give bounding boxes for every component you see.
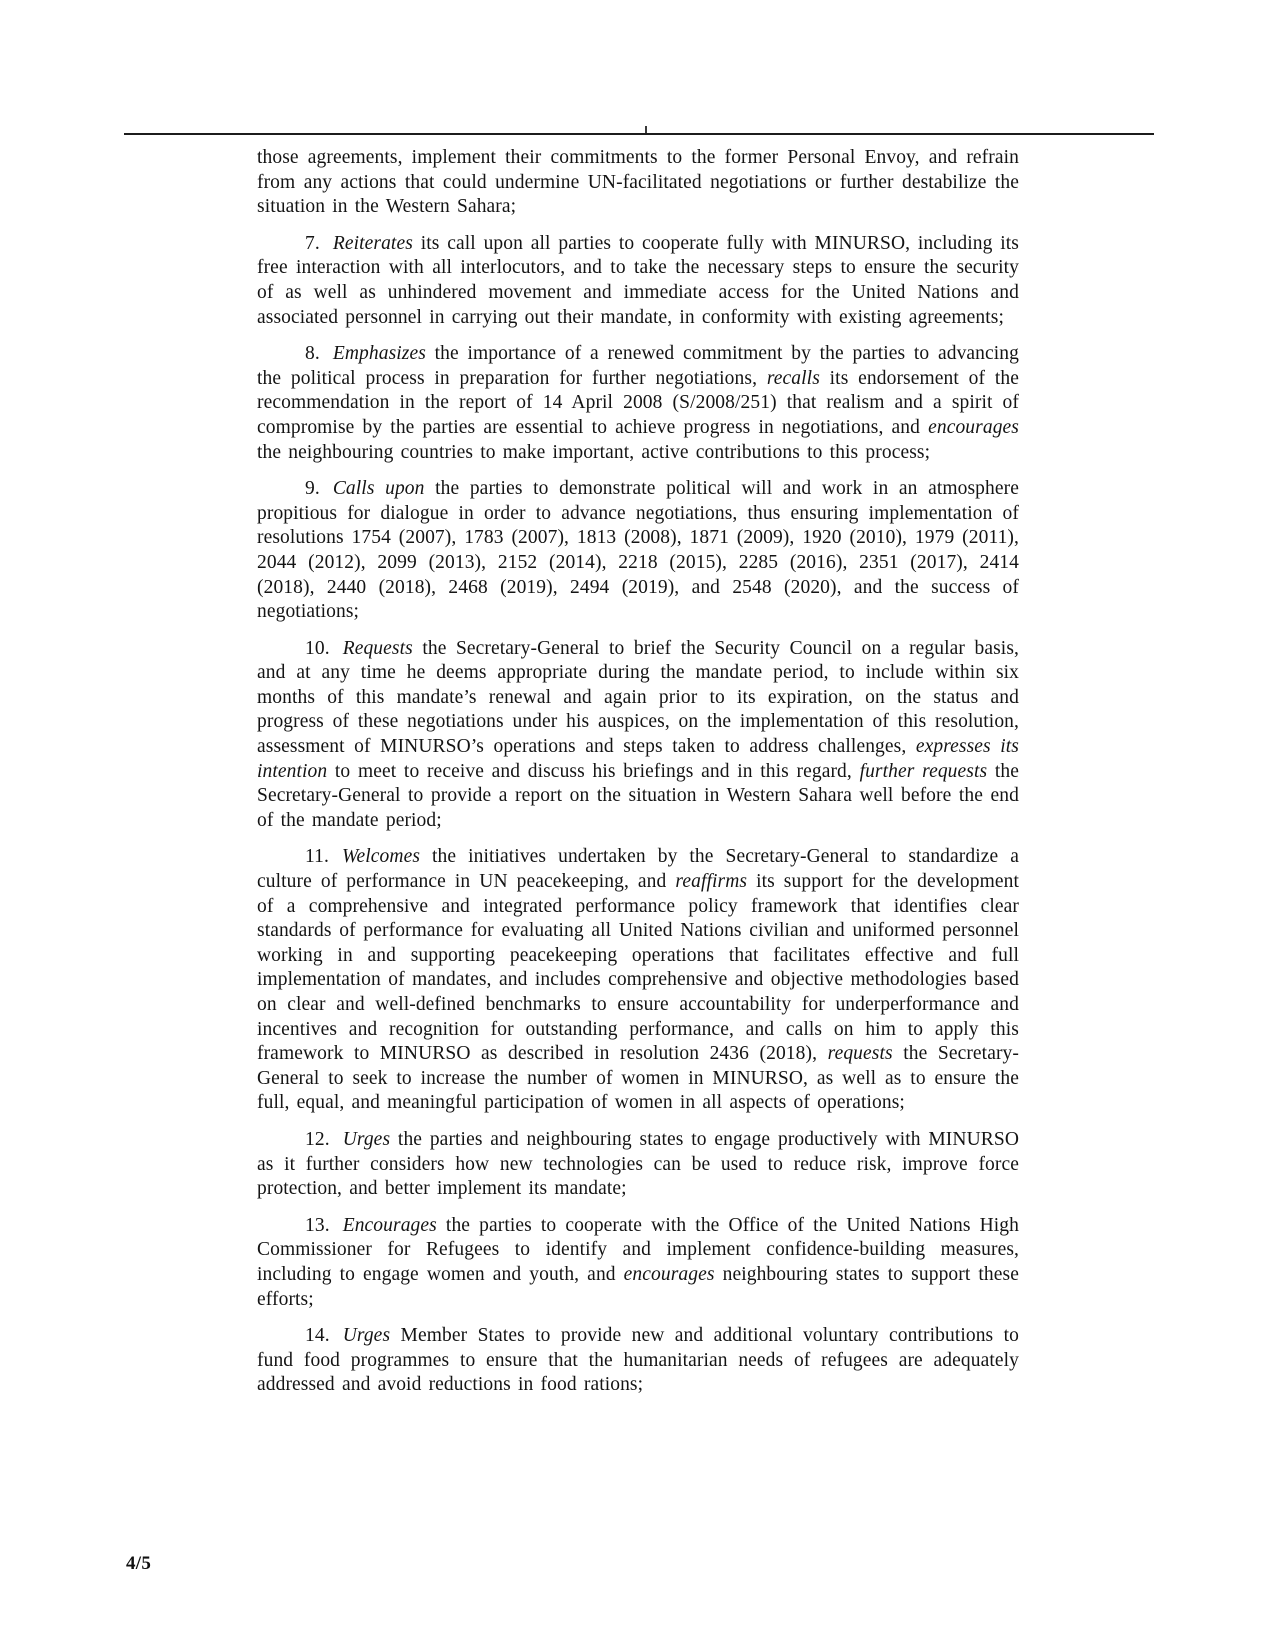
text-run: its call upon all parties to cooperate fully with MINURSO, including its free interaction with all interlocutors, and to take the necessary steps to ensure the security of as well as unhindered movement and immediate access for the United Nations and associated personnel in carrying out their mandate, in conformity with existing agreements; xyxy=(257,232,1019,328)
header-rule xyxy=(124,133,1154,135)
paragraph-number: 7. xyxy=(305,232,320,254)
paragraph-number: 10. xyxy=(305,637,330,659)
resolution-paragraph xyxy=(257,342,1019,465)
text-run: its endorsement of the recommendation in the report of 14 April 2008 (S/2008/251) that realism and a spirit of compromise by the parties are essential to achieve progress in negotiations, and xyxy=(257,367,1019,438)
text-run: Member States to provide new and additional voluntary contributions to fund food programmes to ensure that the humanitarian needs of refugees are adequately addressed and avoid reductions in food rations; xyxy=(257,1325,1019,1396)
italic-run: Urges xyxy=(342,1128,391,1150)
text-run: to meet to receive and discuss his briefings and in this regard, xyxy=(327,760,860,782)
resolution-paragraph xyxy=(257,1214,1019,1312)
text-run: the Secretary-General to brief the Security Council on a regular basis, and at any time he deems appropriate during the mandate period, to include within six months of this mandate’s renewal and again prior to its expiration, on the status and progress of these negotiations under his auspices, on the implementation of this resolution, assessment of MINURSO’s operations and steps taken to address challenges, xyxy=(257,637,1019,758)
document-body xyxy=(257,146,1019,1410)
italic-run: encourages xyxy=(623,1263,715,1285)
text-run: the Secretary-General to provide a report on the situation in Western Sahara well before the end of the mandate period; xyxy=(257,760,1019,831)
italic-run: Calls upon xyxy=(332,478,425,500)
resolution-paragraph xyxy=(257,477,1019,625)
resolution-paragraph xyxy=(257,845,1019,1116)
text-run: the parties to cooperate with the Office of the United Nations High Commissioner for Refugees to identify and implement confidence-building measures, including to engage women and youth, and xyxy=(257,1214,1019,1285)
italic-run: reaffirms xyxy=(675,871,748,893)
italic-run: Urges xyxy=(342,1325,391,1347)
resolution-paragraph xyxy=(257,637,1019,834)
scan-artifact xyxy=(645,126,647,133)
text-run: the parties to demonstrate political will and work in an atmosphere propitious for dialogue in order to advance negotiations, thus ensuring implementation of resolutions 1754 (2007), 1783 (2007), 1813 (2008), 1871 (2009), 1920 (2010), 1979 (2011), 2044 (2012), 2099 (2013), 2152 (2014), 2218 (2015), 2285 (2016), 2351 (2017), 2414 (2018), 2440 (2018), 2468 (2019), 2494 (2019), and 2548 (2020), and the success of negotiations; xyxy=(257,478,1019,623)
paragraph-number: 8. xyxy=(305,343,320,365)
italic-run: requests xyxy=(827,1043,893,1065)
text-run: those agreements, implement their commitments to the former Personal Envoy, and refrain from any actions that could undermine UN-facilitated negotiations or further destabilize the situation in the Western Sahara; xyxy=(257,147,1019,218)
paragraph-number: 13. xyxy=(305,1214,330,1236)
paragraph-number: 14. xyxy=(305,1325,330,1347)
resolution-paragraph xyxy=(257,232,1019,330)
page-number: 4/5 xyxy=(126,1553,152,1574)
resolution-paragraph xyxy=(257,1324,1019,1398)
italic-run: encourages xyxy=(928,416,1019,438)
text-run: its support for the development of a comprehensive and integrated performance policy framework that identifies clear standards of performance for evaluating all United Nations civilian and uniformed personnel working in and supporting peacekeeping operations that facilitates effective and full implementation of mandates, and includes comprehensive and objective methodologies based on clear and well-defined benchmarks to ensure accountability for underperformance and incentives and recognition for outstanding performance, and calls on him to apply this framework to MINURSO as described in resolution 2436 (2018), xyxy=(257,871,1019,1065)
italic-run: recalls xyxy=(766,367,820,389)
italic-run: Emphasizes xyxy=(332,343,426,365)
italic-run: Welcomes xyxy=(341,846,421,868)
italic-run: expresses its intention xyxy=(257,736,1019,782)
resolution-paragraph xyxy=(257,146,1019,220)
text-run: the initiatives undertaken by the Secretary-General to standardize a culture of performance in UN peacekeeping, and xyxy=(257,846,1019,893)
text-run: the parties and neighbouring states to engage productively with MINURSO as it further considers how new technologies can be used to reduce risk, improve force protection, and better implement its mandate; xyxy=(257,1128,1019,1200)
paragraph-number: 9. xyxy=(305,478,320,500)
text-run: the Secretary-General to seek to increase the number of women in MINURSO, as well as to ensure the full, equal, and meaningful participation of women in all aspects of operations; xyxy=(257,1043,1019,1114)
italic-run: Reiterates xyxy=(332,232,413,254)
italic-run: Requests xyxy=(342,637,413,659)
italic-run: Encourages xyxy=(342,1214,437,1236)
italic-run: further requests xyxy=(859,760,988,782)
paragraph-number: 12. xyxy=(305,1128,330,1150)
text-run: the importance of a renewed commitment by the parties to advancing the political process in preparation for further negotiations, xyxy=(257,343,1019,389)
text-run: the neighbouring countries to make important, active contributions to this process; xyxy=(257,441,931,463)
paragraph-number: 11. xyxy=(305,846,329,868)
resolution-paragraph xyxy=(257,1128,1019,1202)
text-run: neighbouring states to support these efforts; xyxy=(257,1263,1019,1310)
